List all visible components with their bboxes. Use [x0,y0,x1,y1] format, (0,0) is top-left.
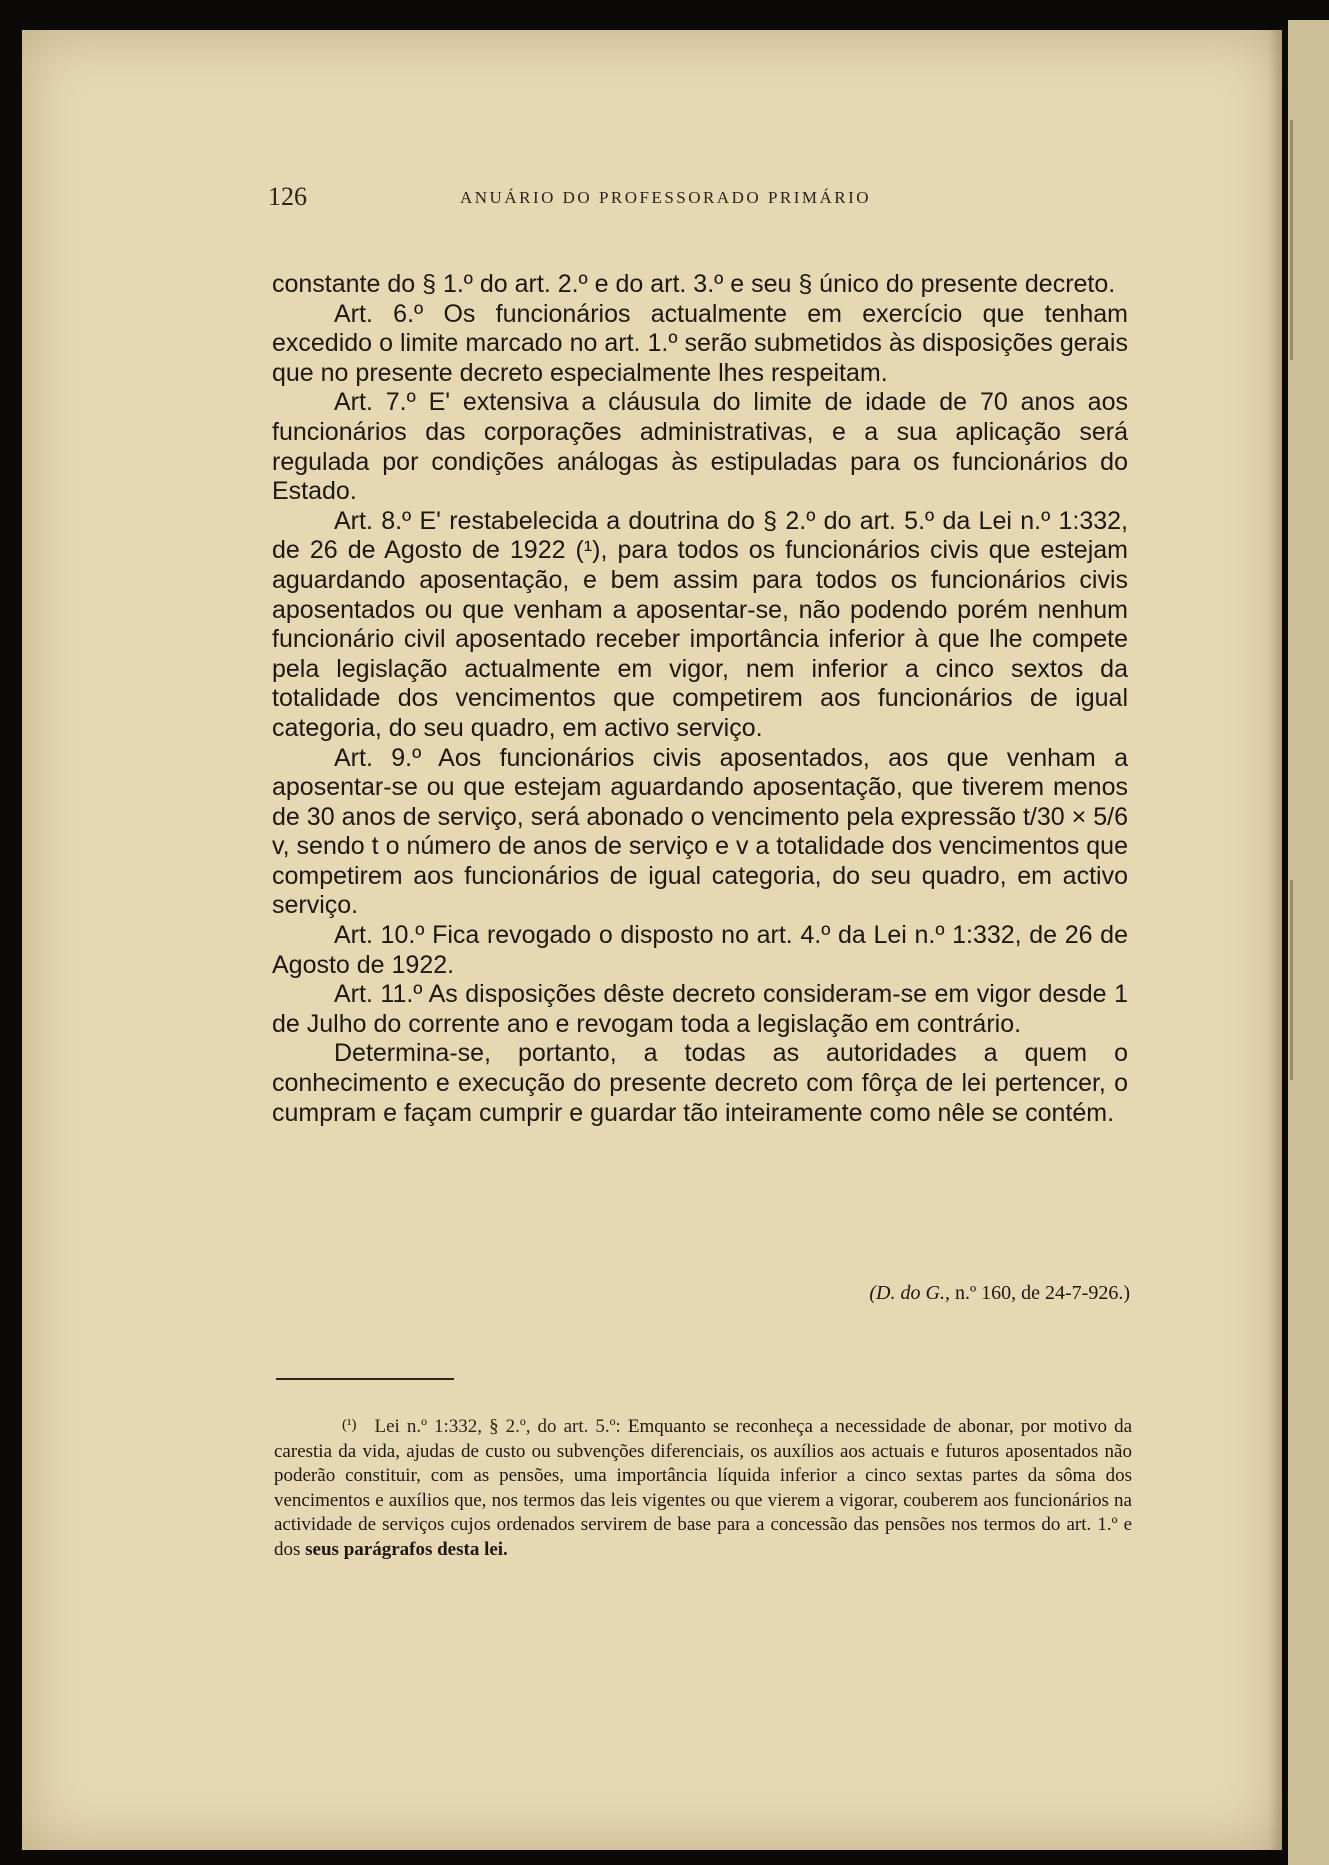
running-head [268,182,1128,222]
paragraph-continuation: constante do § 1.º do art. 2.º e do art. 3.º e seu § único do presente decreto. [272,270,1116,298]
paragraph-art-8: Art. 8.º E' restabelecida a doutrina do § 2.º do art. 5.º da Lei n.º 1:332, de 26 de Agosto de 1922 (¹), para todos os funcionários civis que estejam aguardando aposentação, e bem assim para todos os funcionários civis aposentados ou que venham a aposentar-se, não podendo porém nenhum funcionário civil aposentado receber importância inferior à que lhe compete pela legislação actualmente em vigor, nem inferior a cinco sextos da totalidade dos vencimentos que competirem aos funcionários de igual categoria, do seu quadro, em activo serviço. [272,506,1128,742]
page-number: 126 [268,182,307,211]
footnote-reference: Lei n.º 1:332, § 2.º, do art. 5.º: [374,1416,621,1437]
footnote-rule [276,1378,454,1380]
page-edge-mark [1290,120,1293,360]
footnote-mark: (¹) [342,1417,357,1433]
footnote-tail: seus parágrafos desta lei. [305,1538,508,1560]
source-citation [690,1282,1130,1305]
footnote-text: Emquanto se reconheça a necessidade de abonar, por motivo da carestia da vida, ajudas de custo ou subvenções diferenciais, os auxílios aos actuais e futuros aposentados não poderão constituir, com as pensões, uma importância líquida inferior a cinco sextas partes da sôma dos vencimentos e auxílios que, nos termos das leis vigentes ou que vierem a vigorar, couberem aos funcionários na actividade de serviços cujos ordenados servirem de base para a concessão das pensões nos termos do art. 1.º e dos [274,1416,1133,1560]
source-journal: (D. do G., [869,1282,950,1304]
paragraph-art-7: Art. 7.º E' extensiva a cláusula do limite de idade de 70 anos aos funcionários das corporações administrativas, e a sua aplicação será regulada por condições análogas às estipuladas para os funcionários do Estado. [272,388,1128,506]
source-issue: n.º 160, de 24-7-926.) [954,1282,1130,1304]
paragraph-art-6: Art. 6.º Os funcionários actualmente em exercício que tenham excedido o limite marcado no art. 1.º serão submetidos às disposições gerais que no presente decreto especialmente lhes respeitam. [272,299,1128,387]
paragraph-closing: Determina-se, portanto, a todas as autoridades a quem o conhecimento e execução do presente decreto com fôrça de lei pertencer, o cumpram e façam cumprir e guardar tão inteiramente como nêle se contém. [272,1039,1128,1127]
adjacent-page-edge [1288,20,1329,1865]
paragraph-art-10: Art. 10.º Fica revogado o disposto no art. 4.º da Lei n.º 1:332, de 26 de Agosto de 1922. [272,921,1128,979]
footnote [274,1413,1132,1563]
paragraph-art-9: Art. 9.º Aos funcionários civis aposentados, aos que venham a aposentar-se ou que estejam aguardando aposentação, que tiverem menos de 30 anos de serviço, será abonado o vencimento pela expressão t/30 × 5/6 v, sendo t o número de anos de serviço e v a totalidade dos vencimentos que competirem aos funcionários de igual categoria, do seu quadro, em activo serviço. [272,743,1128,920]
running-title: ANUÁRIO DO PROFESSORADO PRIMÁRIO [460,188,872,207]
paragraph-art-11: Art. 11.º As disposições dêste decreto consideram-se em vigor desde 1 de Julho do corrente ano e revogam toda a legislação em contrário. [272,980,1128,1038]
page-edge-mark [1290,880,1293,1080]
decree-body [272,270,1128,1128]
